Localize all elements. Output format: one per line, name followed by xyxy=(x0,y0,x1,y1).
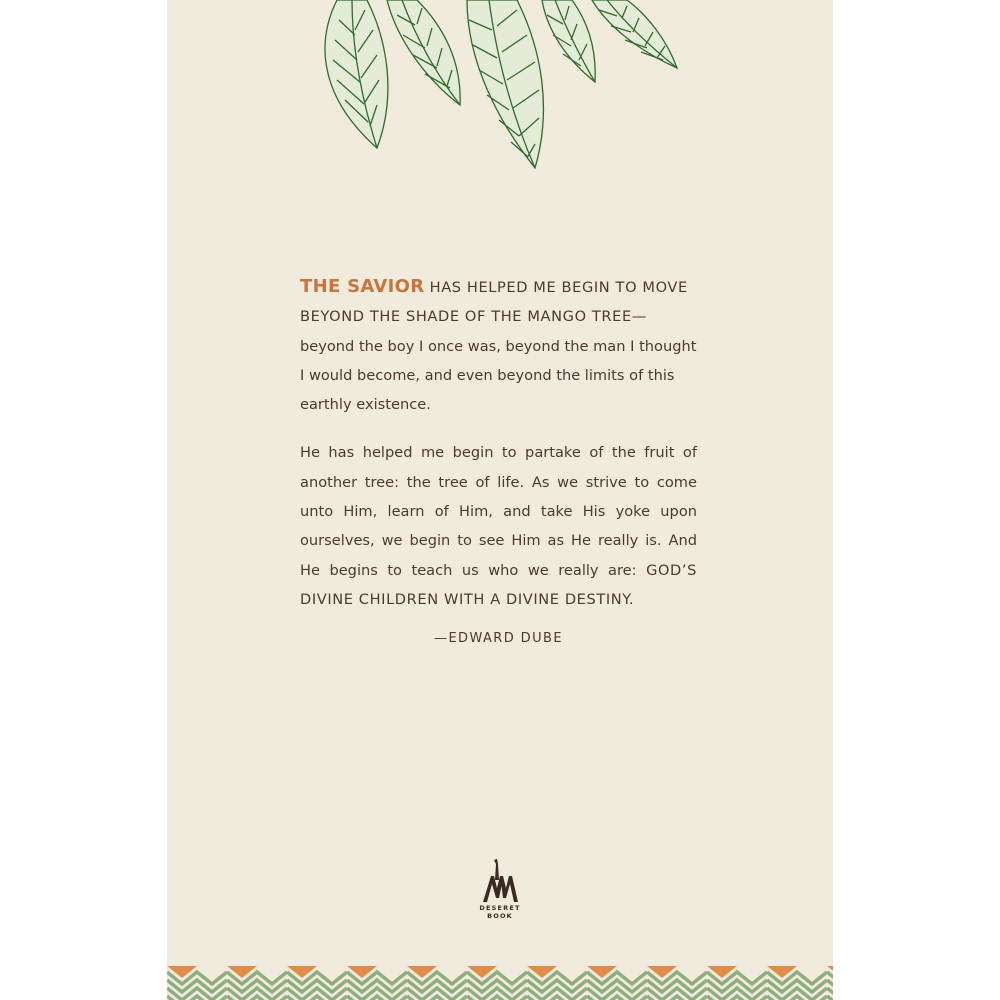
quote-caps-ending: GOD’S DIVINE CHILDREN WITH A DIVINE DESTINY. xyxy=(300,561,697,608)
attribution: —EDWARD DUBE xyxy=(434,631,563,646)
quote-paragraph-1 xyxy=(300,272,697,419)
quote-lead: THE SAVIOR xyxy=(300,276,425,297)
quote-paragraph-1-text: beyond the boy I once was, beyond the man I thought I would become, and even beyond the limits of this earthly existence. xyxy=(300,337,697,414)
quote-caps-intro: HAS HELPED ME BEGIN TO MOVE BEYOND THE SHADE OF THE MANGO TREE— xyxy=(300,279,688,326)
tribal-pattern-border xyxy=(167,966,833,1000)
publisher-name-line-1: DESERET xyxy=(479,904,521,912)
mango-leaves-icon xyxy=(167,0,833,180)
quote-paragraph-2 xyxy=(300,438,697,614)
book-page xyxy=(167,0,833,1000)
quote-block xyxy=(300,272,697,614)
publisher-name-line-2: BOOK xyxy=(487,912,513,920)
publisher-logo xyxy=(470,858,530,930)
deseret-book-logo-icon xyxy=(480,858,520,904)
quote-paragraph-2-text: He has helped me begin to partake of the fruit of another tree: the tree of life. As we strive to come unto Him, learn of Him, and take His yoke upon ourselves, we begin to see Him as He really is. And He begins to teach us who we really are: xyxy=(300,444,697,579)
